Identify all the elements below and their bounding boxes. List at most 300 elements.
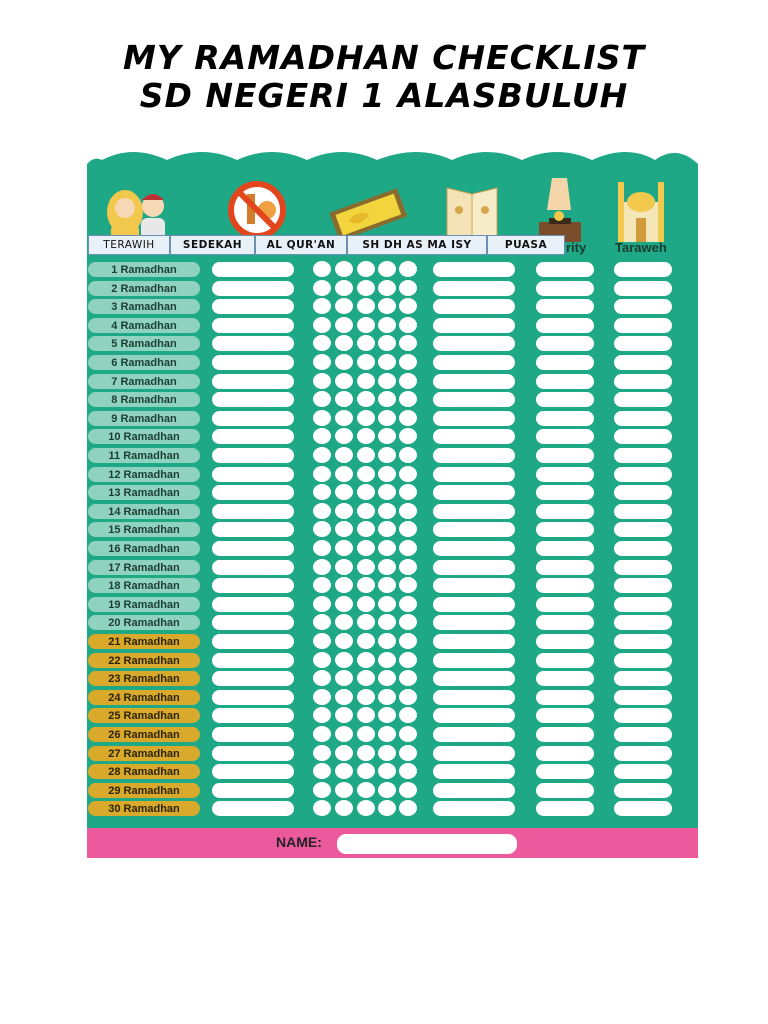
prayer-checkbox[interactable] bbox=[357, 707, 375, 723]
prayer-checkbox[interactable] bbox=[335, 559, 353, 575]
prayer-checkbox[interactable] bbox=[335, 391, 353, 407]
sedekah-checkbox[interactable] bbox=[212, 318, 294, 333]
prayer-checkbox[interactable] bbox=[378, 559, 396, 575]
prayer-checkbox[interactable] bbox=[378, 280, 396, 296]
taraweh-checkbox[interactable] bbox=[614, 541, 672, 556]
prayer-checkbox[interactable] bbox=[335, 298, 353, 314]
prayer-checkbox[interactable] bbox=[357, 763, 375, 779]
quran-checkbox[interactable] bbox=[433, 783, 515, 798]
charity-checkbox[interactable] bbox=[536, 801, 594, 816]
quran-checkbox[interactable] bbox=[433, 690, 515, 705]
prayer-checkbox[interactable] bbox=[399, 782, 417, 798]
taraweh-checkbox[interactable] bbox=[614, 746, 672, 761]
prayer-checkbox[interactable] bbox=[378, 466, 396, 482]
prayer-checkbox[interactable] bbox=[378, 521, 396, 537]
prayer-checkbox[interactable] bbox=[378, 428, 396, 444]
prayer-checkbox[interactable] bbox=[378, 652, 396, 668]
prayer-checkbox[interactable] bbox=[357, 335, 375, 351]
prayer-checkbox[interactable] bbox=[335, 800, 353, 816]
day-label: 10 Ramadhan bbox=[88, 429, 200, 444]
sedekah-checkbox[interactable] bbox=[212, 708, 294, 723]
prayer-checkbox[interactable] bbox=[399, 391, 417, 407]
prayer-checkbox[interactable] bbox=[399, 577, 417, 593]
prayer-checkbox[interactable] bbox=[313, 466, 331, 482]
charity-checkbox[interactable] bbox=[536, 597, 594, 612]
prayer-checkbox[interactable] bbox=[399, 484, 417, 500]
quran-checkbox[interactable] bbox=[433, 801, 515, 816]
taraweh-checkbox[interactable] bbox=[614, 727, 672, 742]
prayer-checkbox[interactable] bbox=[357, 410, 375, 426]
prayer-checkbox[interactable] bbox=[357, 280, 375, 296]
prayer-checkbox[interactable] bbox=[357, 317, 375, 333]
prayer-checkbox[interactable] bbox=[313, 373, 331, 389]
prayer-checkbox[interactable] bbox=[335, 335, 353, 351]
day-label: 4 Ramadhan bbox=[88, 318, 200, 333]
charity-checkbox[interactable] bbox=[536, 653, 594, 668]
prayer-checkbox[interactable] bbox=[313, 633, 331, 649]
sedekah-checkbox[interactable] bbox=[212, 429, 294, 444]
day-label: 12 Ramadhan bbox=[88, 467, 200, 482]
name-input[interactable] bbox=[337, 834, 517, 854]
sedekah-checkbox[interactable] bbox=[212, 671, 294, 686]
taraweh-checkbox[interactable] bbox=[614, 374, 672, 389]
prayer-checkbox[interactable] bbox=[357, 354, 375, 370]
prayer-checkbox[interactable] bbox=[378, 298, 396, 314]
prayer-checkbox[interactable] bbox=[378, 354, 396, 370]
prayer-checkbox[interactable] bbox=[335, 707, 353, 723]
prayer-checkbox[interactable] bbox=[357, 614, 375, 630]
day-label: 27 Ramadhan bbox=[88, 746, 200, 761]
prayer-checkbox[interactable] bbox=[313, 521, 331, 537]
prayer-checkbox[interactable] bbox=[378, 503, 396, 519]
prayer-checkbox[interactable] bbox=[357, 633, 375, 649]
quran-checkbox[interactable] bbox=[433, 634, 515, 649]
prayer-checkbox[interactable] bbox=[335, 484, 353, 500]
prayer-checkbox[interactable] bbox=[357, 428, 375, 444]
prayer-checkbox[interactable] bbox=[335, 503, 353, 519]
prayer-checkbox[interactable] bbox=[313, 707, 331, 723]
prayer-checkbox[interactable] bbox=[335, 745, 353, 761]
prayer-checkbox[interactable] bbox=[335, 763, 353, 779]
quran-checkbox[interactable] bbox=[433, 522, 515, 537]
prayer-checkbox[interactable] bbox=[378, 391, 396, 407]
quran-checkbox[interactable] bbox=[433, 671, 515, 686]
prayer-checkbox[interactable] bbox=[378, 670, 396, 686]
charity-checkbox[interactable] bbox=[536, 764, 594, 779]
day-label: 24 Ramadhan bbox=[88, 690, 200, 705]
charity-checkbox[interactable] bbox=[536, 336, 594, 351]
taraweh-checkbox[interactable] bbox=[614, 262, 672, 277]
prayer-checkbox[interactable] bbox=[399, 763, 417, 779]
day-label: 17 Ramadhan bbox=[88, 560, 200, 575]
prayer-checkbox[interactable] bbox=[378, 261, 396, 277]
charity-checkbox[interactable] bbox=[536, 392, 594, 407]
sedekah-checkbox[interactable] bbox=[212, 690, 294, 705]
prayer-checkbox[interactable] bbox=[399, 280, 417, 296]
taraweh-checkbox[interactable] bbox=[614, 281, 672, 296]
prayer-checkbox[interactable] bbox=[335, 670, 353, 686]
quran-checkbox[interactable] bbox=[433, 504, 515, 519]
prayer-checkbox[interactable] bbox=[357, 652, 375, 668]
prayer-checkbox[interactable] bbox=[313, 335, 331, 351]
sedekah-checkbox[interactable] bbox=[212, 634, 294, 649]
sedekah-checkbox[interactable] bbox=[212, 411, 294, 426]
prayer-checkbox[interactable] bbox=[313, 652, 331, 668]
taraweh-checkbox[interactable] bbox=[614, 429, 672, 444]
sedekah-checkbox[interactable] bbox=[212, 299, 294, 314]
prayer-checkbox[interactable] bbox=[357, 484, 375, 500]
prayer-checkbox[interactable] bbox=[335, 410, 353, 426]
sedekah-checkbox[interactable] bbox=[212, 746, 294, 761]
prayer-checkbox[interactable] bbox=[313, 726, 331, 742]
sedekah-checkbox[interactable] bbox=[212, 560, 294, 575]
sedekah-checkbox[interactable] bbox=[212, 467, 294, 482]
prayer-checkbox[interactable] bbox=[313, 428, 331, 444]
prayer-checkbox[interactable] bbox=[378, 540, 396, 556]
prayer-checkbox[interactable] bbox=[399, 521, 417, 537]
sedekah-checkbox[interactable] bbox=[212, 485, 294, 500]
taraweh-checkbox[interactable] bbox=[614, 467, 672, 482]
quran-checkbox[interactable] bbox=[433, 467, 515, 482]
prayer-checkbox[interactable] bbox=[313, 596, 331, 612]
prayer-checkbox[interactable] bbox=[335, 373, 353, 389]
prayer-checkbox[interactable] bbox=[313, 763, 331, 779]
prayer-checkbox[interactable] bbox=[313, 577, 331, 593]
prayer-checkbox[interactable] bbox=[378, 317, 396, 333]
prayer-checkbox[interactable] bbox=[335, 577, 353, 593]
prayer-checkbox[interactable] bbox=[335, 466, 353, 482]
sedekah-checkbox[interactable] bbox=[212, 336, 294, 351]
prayer-checkbox[interactable] bbox=[357, 503, 375, 519]
taraweh-checkbox[interactable] bbox=[614, 615, 672, 630]
prayer-checkbox[interactable] bbox=[313, 614, 331, 630]
prayer-checkbox[interactable] bbox=[335, 652, 353, 668]
taraweh-checkbox[interactable] bbox=[614, 690, 672, 705]
prayer-checkbox[interactable] bbox=[378, 577, 396, 593]
prayer-checkbox[interactable] bbox=[399, 745, 417, 761]
page-subtitle: SD NEGERI 1 ALASBULUH bbox=[139, 76, 629, 115]
taraweh-checkbox[interactable] bbox=[614, 504, 672, 519]
sedekah-checkbox[interactable] bbox=[212, 801, 294, 816]
sedekah-checkbox[interactable] bbox=[212, 615, 294, 630]
sedekah-checkbox[interactable] bbox=[212, 764, 294, 779]
taraweh-checkbox[interactable] bbox=[614, 764, 672, 779]
taraweh-checkbox[interactable] bbox=[614, 355, 672, 370]
taraweh-checkbox[interactable] bbox=[614, 653, 672, 668]
charity-checkbox[interactable] bbox=[536, 281, 594, 296]
taraweh-checkbox[interactable] bbox=[614, 671, 672, 686]
prayer-checkbox[interactable] bbox=[399, 633, 417, 649]
quran-checkbox[interactable] bbox=[433, 318, 515, 333]
prayer-checkbox[interactable] bbox=[399, 726, 417, 742]
charity-checkbox[interactable] bbox=[536, 448, 594, 463]
prayer-checkbox[interactable] bbox=[399, 428, 417, 444]
quran-checkbox[interactable] bbox=[433, 708, 515, 723]
day-label: 25 Ramadhan bbox=[88, 708, 200, 723]
quran-checkbox[interactable] bbox=[433, 746, 515, 761]
prayer-checkbox[interactable] bbox=[378, 763, 396, 779]
prayer-checkbox[interactable] bbox=[378, 633, 396, 649]
prayer-checkbox[interactable] bbox=[378, 726, 396, 742]
charity-checkbox[interactable] bbox=[536, 318, 594, 333]
day-label: 9 Ramadhan bbox=[88, 411, 200, 426]
taraweh-checkbox[interactable] bbox=[614, 578, 672, 593]
prayer-checkbox[interactable] bbox=[378, 373, 396, 389]
prayer-checkbox[interactable] bbox=[378, 745, 396, 761]
quran-checkbox[interactable] bbox=[433, 615, 515, 630]
scalloped-border bbox=[87, 142, 698, 166]
prayer-mat-icon bbox=[329, 188, 407, 241]
prayer-checkbox[interactable] bbox=[357, 298, 375, 314]
taraweh-checkbox[interactable] bbox=[614, 801, 672, 816]
taraweh-checkbox[interactable] bbox=[614, 392, 672, 407]
charity-checkbox[interactable] bbox=[536, 467, 594, 482]
prayer-checkbox[interactable] bbox=[378, 614, 396, 630]
prayer-checkbox[interactable] bbox=[335, 354, 353, 370]
quran-checkbox[interactable] bbox=[433, 355, 515, 370]
prayer-checkbox[interactable] bbox=[335, 521, 353, 537]
day-label: 23 Ramadhan bbox=[88, 671, 200, 686]
prayer-checkbox[interactable] bbox=[335, 447, 353, 463]
sedekah-checkbox[interactable] bbox=[212, 448, 294, 463]
prayer-checkbox[interactable] bbox=[313, 447, 331, 463]
prayer-checkbox[interactable] bbox=[399, 261, 417, 277]
prayer-checkbox[interactable] bbox=[399, 373, 417, 389]
taraweh-checkbox[interactable] bbox=[614, 318, 672, 333]
prayer-checkbox[interactable] bbox=[335, 633, 353, 649]
prayer-checkbox[interactable] bbox=[313, 484, 331, 500]
taraweh-checkbox[interactable] bbox=[614, 634, 672, 649]
prayer-checkbox[interactable] bbox=[313, 689, 331, 705]
prayer-checkbox[interactable] bbox=[357, 670, 375, 686]
sedekah-checkbox[interactable] bbox=[212, 281, 294, 296]
prayer-checkbox[interactable] bbox=[399, 466, 417, 482]
prayer-checkbox[interactable] bbox=[378, 335, 396, 351]
page-title: MY RAMADHAN CHECKLIST bbox=[123, 38, 645, 77]
prayer-checkbox[interactable] bbox=[378, 410, 396, 426]
prayer-checkbox[interactable] bbox=[313, 410, 331, 426]
sedekah-checkbox[interactable] bbox=[212, 374, 294, 389]
charity-checkbox[interactable] bbox=[536, 578, 594, 593]
day-label: 21 Ramadhan bbox=[88, 634, 200, 649]
prayer-checkbox[interactable] bbox=[399, 707, 417, 723]
prayer-checkbox[interactable] bbox=[378, 689, 396, 705]
charity-checkbox[interactable] bbox=[536, 708, 594, 723]
no-eating-icon bbox=[231, 184, 283, 236]
prayer-checkbox[interactable] bbox=[313, 261, 331, 277]
prayer-checkbox[interactable] bbox=[399, 410, 417, 426]
day-label: 16 Ramadhan bbox=[88, 541, 200, 556]
prayer-checkbox[interactable] bbox=[335, 261, 353, 277]
prayer-checkbox[interactable] bbox=[313, 317, 331, 333]
prayer-checkbox[interactable] bbox=[399, 503, 417, 519]
prayer-checkbox[interactable] bbox=[357, 689, 375, 705]
prayer-checkbox[interactable] bbox=[399, 689, 417, 705]
day-label: 2 Ramadhan bbox=[88, 281, 200, 296]
charity-checkbox[interactable] bbox=[536, 783, 594, 798]
charity-checkbox[interactable] bbox=[536, 727, 594, 742]
name-label: NAME: bbox=[276, 834, 322, 850]
charity-checkbox[interactable] bbox=[536, 429, 594, 444]
prayer-checkbox[interactable] bbox=[399, 317, 417, 333]
prayer-checkbox[interactable] bbox=[313, 800, 331, 816]
quran-checkbox[interactable] bbox=[433, 411, 515, 426]
prayer-checkbox[interactable] bbox=[399, 670, 417, 686]
header-sholat: SH DH AS MA ISY bbox=[347, 235, 487, 255]
prayer-checkbox[interactable] bbox=[378, 447, 396, 463]
prayer-checkbox[interactable] bbox=[313, 670, 331, 686]
prayer-checkbox[interactable] bbox=[313, 298, 331, 314]
taraweh-checkbox[interactable] bbox=[614, 597, 672, 612]
day-label: 26 Ramadhan bbox=[88, 727, 200, 742]
prayer-checkbox[interactable] bbox=[357, 540, 375, 556]
taraweh-checkbox[interactable] bbox=[614, 448, 672, 463]
prayer-checkbox[interactable] bbox=[357, 373, 375, 389]
charity-checkbox[interactable] bbox=[536, 485, 594, 500]
prayer-checkbox[interactable] bbox=[399, 559, 417, 575]
sedekah-checkbox[interactable] bbox=[212, 727, 294, 742]
prayer-checkbox[interactable] bbox=[313, 540, 331, 556]
prayer-checkbox[interactable] bbox=[399, 540, 417, 556]
quran-checkbox[interactable] bbox=[433, 281, 515, 296]
prayer-checkbox[interactable] bbox=[335, 540, 353, 556]
prayer-checkbox[interactable] bbox=[399, 614, 417, 630]
taraweh-checkbox[interactable] bbox=[614, 560, 672, 575]
sedekah-checkbox[interactable] bbox=[212, 262, 294, 277]
day-label: 19 Ramadhan bbox=[88, 597, 200, 612]
prayer-checkbox[interactable] bbox=[313, 503, 331, 519]
prayer-checkbox[interactable] bbox=[313, 354, 331, 370]
prayer-checkbox[interactable] bbox=[313, 280, 331, 296]
sedekah-checkbox[interactable] bbox=[212, 597, 294, 612]
prayer-checkbox[interactable] bbox=[335, 596, 353, 612]
prayer-checkbox[interactable] bbox=[357, 447, 375, 463]
quran-checkbox[interactable] bbox=[433, 578, 515, 593]
prayer-checkbox[interactable] bbox=[399, 596, 417, 612]
quran-checkbox[interactable] bbox=[433, 560, 515, 575]
day-label: 6 Ramadhan bbox=[88, 355, 200, 370]
sedekah-checkbox[interactable] bbox=[212, 392, 294, 407]
charity-checkbox[interactable] bbox=[536, 374, 594, 389]
prayer-checkbox[interactable] bbox=[335, 428, 353, 444]
quran-checkbox[interactable] bbox=[433, 392, 515, 407]
sedekah-checkbox[interactable] bbox=[212, 578, 294, 593]
prayer-checkbox[interactable] bbox=[335, 280, 353, 296]
quran-checkbox[interactable] bbox=[433, 597, 515, 612]
sedekah-checkbox[interactable] bbox=[212, 541, 294, 556]
prayer-checkbox[interactable] bbox=[335, 614, 353, 630]
day-label: 20 Ramadhan bbox=[88, 615, 200, 630]
sedekah-checkbox[interactable] bbox=[212, 522, 294, 537]
prayer-checkbox[interactable] bbox=[357, 391, 375, 407]
prayer-checkbox[interactable] bbox=[357, 559, 375, 575]
quran-checkbox[interactable] bbox=[433, 299, 515, 314]
charity-checkbox[interactable] bbox=[536, 522, 594, 537]
prayer-checkbox[interactable] bbox=[357, 596, 375, 612]
prayer-checkbox[interactable] bbox=[378, 707, 396, 723]
charity-checkbox[interactable] bbox=[536, 746, 594, 761]
column-label-taraweh: Taraweh bbox=[615, 240, 667, 255]
quran-checkbox[interactable] bbox=[433, 485, 515, 500]
sedekah-checkbox[interactable] bbox=[212, 504, 294, 519]
taraweh-checkbox[interactable] bbox=[614, 411, 672, 426]
prayer-checkbox[interactable] bbox=[357, 726, 375, 742]
charity-checkbox[interactable] bbox=[536, 504, 594, 519]
charity-checkbox[interactable] bbox=[536, 671, 594, 686]
charity-checkbox[interactable] bbox=[536, 355, 594, 370]
charity-checkbox[interactable] bbox=[536, 299, 594, 314]
quran-checkbox[interactable] bbox=[433, 448, 515, 463]
prayer-checkbox[interactable] bbox=[399, 354, 417, 370]
taraweh-checkbox[interactable] bbox=[614, 783, 672, 798]
prayer-checkbox[interactable] bbox=[335, 782, 353, 798]
day-label: 7 Ramadhan bbox=[88, 374, 200, 389]
prayer-checkbox[interactable] bbox=[399, 652, 417, 668]
prayer-checkbox[interactable] bbox=[313, 745, 331, 761]
quran-checkbox[interactable] bbox=[433, 374, 515, 389]
quran-checkbox[interactable] bbox=[433, 727, 515, 742]
sedekah-checkbox[interactable] bbox=[212, 355, 294, 370]
day-label: 18 Ramadhan bbox=[88, 578, 200, 593]
charity-checkbox[interactable] bbox=[536, 615, 594, 630]
quran-checkbox[interactable] bbox=[433, 653, 515, 668]
sedekah-checkbox[interactable] bbox=[212, 783, 294, 798]
quran-checkbox[interactable] bbox=[433, 429, 515, 444]
prayer-checkbox[interactable] bbox=[357, 261, 375, 277]
quran-checkbox[interactable] bbox=[433, 336, 515, 351]
quran-checkbox[interactable] bbox=[433, 262, 515, 277]
prayer-checkbox[interactable] bbox=[357, 577, 375, 593]
prayer-checkbox[interactable] bbox=[335, 726, 353, 742]
charity-checkbox[interactable] bbox=[536, 690, 594, 705]
prayer-checkbox[interactable] bbox=[378, 484, 396, 500]
prayer-checkbox[interactable] bbox=[357, 521, 375, 537]
charity-checkbox[interactable] bbox=[536, 541, 594, 556]
quran-checkbox[interactable] bbox=[433, 541, 515, 556]
prayer-checkbox[interactable] bbox=[313, 559, 331, 575]
charity-checkbox[interactable] bbox=[536, 262, 594, 277]
header-puasa: PUASA bbox=[487, 235, 565, 255]
prayer-checkbox[interactable] bbox=[313, 782, 331, 798]
prayer-checkbox[interactable] bbox=[335, 317, 353, 333]
charity-checkbox[interactable] bbox=[536, 560, 594, 575]
prayer-checkbox[interactable] bbox=[399, 335, 417, 351]
taraweh-checkbox[interactable] bbox=[614, 299, 672, 314]
charity-checkbox[interactable] bbox=[536, 411, 594, 426]
prayer-checkbox[interactable] bbox=[399, 447, 417, 463]
prayer-checkbox[interactable] bbox=[399, 800, 417, 816]
prayer-checkbox[interactable] bbox=[357, 782, 375, 798]
column-label-charity: rity bbox=[566, 240, 587, 255]
taraweh-checkbox[interactable] bbox=[614, 485, 672, 500]
prayer-checkbox[interactable] bbox=[378, 596, 396, 612]
prayer-checkbox[interactable] bbox=[357, 466, 375, 482]
quran-checkbox[interactable] bbox=[433, 764, 515, 779]
prayer-checkbox[interactable] bbox=[357, 745, 375, 761]
sedekah-checkbox[interactable] bbox=[212, 653, 294, 668]
taraweh-checkbox[interactable] bbox=[614, 708, 672, 723]
prayer-checkbox[interactable] bbox=[399, 298, 417, 314]
prayer-checkbox[interactable] bbox=[313, 391, 331, 407]
day-label: 13 Ramadhan bbox=[88, 485, 200, 500]
taraweh-checkbox[interactable] bbox=[614, 336, 672, 351]
prayer-checkbox[interactable] bbox=[335, 689, 353, 705]
charity-checkbox[interactable] bbox=[536, 634, 594, 649]
taraweh-checkbox[interactable] bbox=[614, 522, 672, 537]
prayer-checkbox[interactable] bbox=[357, 800, 375, 816]
prayer-checkbox[interactable] bbox=[378, 800, 396, 816]
prayer-checkbox[interactable] bbox=[378, 782, 396, 798]
